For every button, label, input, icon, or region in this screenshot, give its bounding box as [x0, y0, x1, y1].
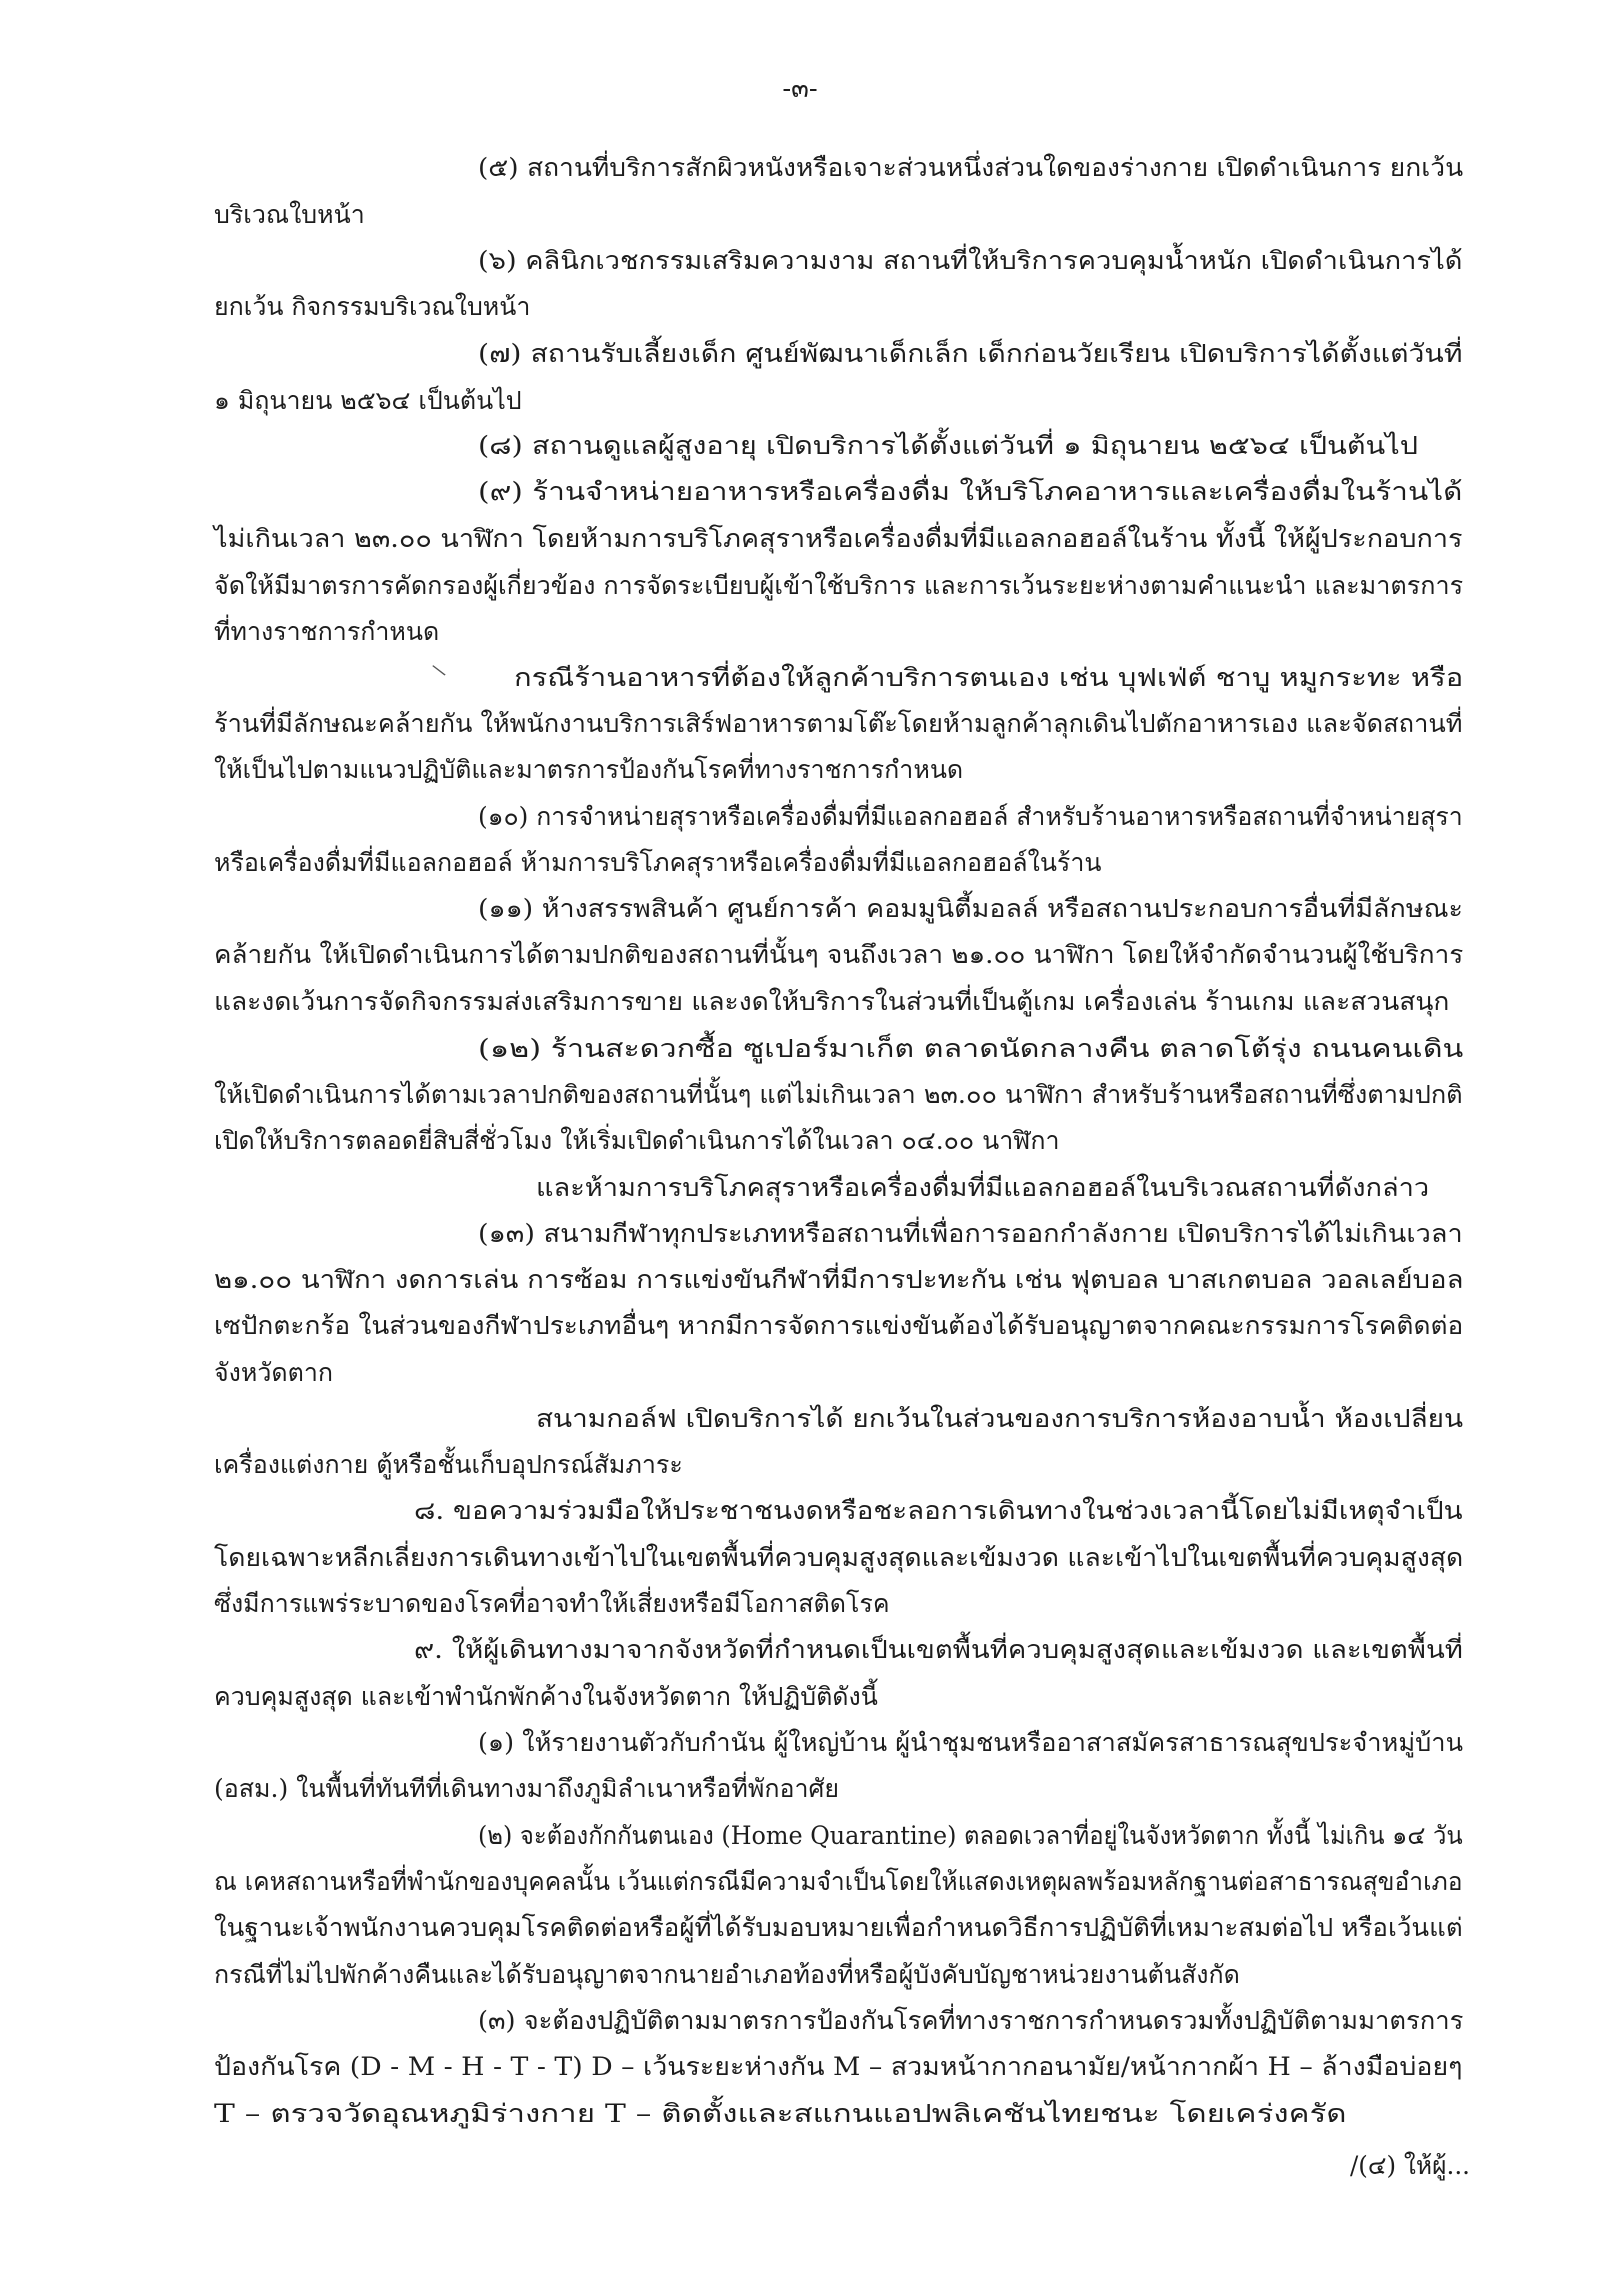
- page-number: -๓-: [782, 74, 818, 104]
- text-line: ยกเว้น กิจกรรมบริเวณใบหน้า: [214, 292, 531, 321]
- text-line: ๙. ให้ผู้เดินทางมาจากจังหวัดที่กำหนดเป็นเขตพื้นที่ควบคุมสูงสุดและเข้มงวด และเขตพื้นที่: [414, 1635, 1463, 1664]
- text-line: ในฐานะเจ้าพนักงานควบคุมโรคติดต่อหรือผู้ที่ได้รับมอบหมายเพื่อกำหนดวิธีการปฏิบัติที่เหมาะสมต่อไป หรือเว้นแต่: [214, 1913, 1463, 1942]
- stray-mark: \: [430, 660, 448, 681]
- text-line: สนามกอล์ฟ เปิดบริการได้ ยกเว้นในส่วนของการบริการห้องอาบน้ำ ห้องเปลี่ยน: [536, 1404, 1464, 1433]
- text-line: (๑๓) สนามกีฬาทุกประเภทหรือสถานที่เพื่อการออกกำลังกาย เปิดบริการได้ไม่เกินเวลา: [478, 1219, 1463, 1248]
- text-line: ณ เคหสถานหรือที่พำนักของบุคคลนั้น เว้นแต่กรณีมีความจำเป็นโดยให้แสดงเหตุผลพร้อมหลักฐานต่อสาธารณสุขอำเภอ: [214, 1867, 1463, 1896]
- text-line: และงดเว้นการจัดกิจกรรมส่งเสริมการขาย และงดให้บริการในส่วนที่เป็นตู้เกม เครื่องเล่น ร้านเกม และสวนสนุก: [214, 987, 1450, 1016]
- text-line: หรือเครื่องดื่มที่มีแอลกอฮอล์ ห้ามการบริโภคสุราหรือเครื่องดื่มที่มีแอลกอฮอล์ในร้าน: [214, 848, 1102, 877]
- text-line: (๙) ร้านจำหน่ายอาหารหรือเครื่องดื่ม ให้บริโภคอาหารและเครื่องดื่มในร้านได้: [478, 477, 1463, 506]
- text-line: เซปักตะกร้อ ในส่วนของกีฬาประเภทอื่นๆ หากมีการจัดการแข่งขันต้องได้รับอนุญาตจากคณะกรรมการโรคติดต่อ: [214, 1311, 1464, 1340]
- text-line: กรณีที่ไม่ไปพักค้างคืนและได้รับอนุญาตจากนายอำเภอท้องที่หรือผู้บังคับบัญชาหน่วยงานต้นสังกัด: [214, 1960, 1240, 1989]
- text-line: บริเวณใบหน้า: [214, 200, 365, 229]
- text-line: ควบคุมสูงสุด และเข้าพำนักพักค้างในจังหวัดตาก ให้ปฏิบัติดังนี้: [214, 1682, 878, 1711]
- text-line: (๑๐) การจำหน่ายสุราหรือเครื่องดื่มที่มีแอลกอฮอล์ สำหรับร้านอาหารหรือสถานที่จำหน่ายสุรา: [478, 802, 1463, 831]
- text-line: เปิดให้บริการตลอดยี่สิบสี่ชั่วโมง ให้เริ่มเปิดดำเนินการได้ในเวลา ๐๔.๐๐ นาฬิกา: [214, 1126, 1060, 1155]
- text-line: (๘) สถานดูแลผู้สูงอายุ เปิดบริการได้ตั้งแต่วันที่ ๑ มิถุนายน ๒๕๖๔ เป็นต้นไป: [478, 431, 1419, 460]
- text-line: ที่ทางราชการกำหนด: [214, 617, 440, 646]
- text-line: ให้เป็นไปตามแนวปฏิบัติและมาตรการป้องกันโรคที่ทางราชการกำหนด: [214, 755, 964, 784]
- text-line: (อสม.) ในพื้นที่ทันทีที่เดินทางมาถึงภูมิลำเนาหรือที่พักอาศัย: [214, 1774, 840, 1803]
- continuation-marker: /(๔) ให้ผู้...: [1350, 2151, 1470, 2180]
- text-line: ป้องกันโรค (D - M - H - T - T) D – เว้นระยะห่างกัน M – สวมหน้ากากอนามัย/หน้ากากผ้า H – ล้างมือบ่อยๆ: [214, 2052, 1463, 2081]
- text-line: คล้ายกัน ให้เปิดดำเนินการได้ตามปกติของสถานที่นั้นๆ จนถึงเวลา ๒๑.๐๐ นาฬิกา โดยให้จำกัดจำนวนผู้ใช้บริการ: [214, 940, 1464, 969]
- text-line: (๑) ให้รายงานตัวกับกำนัน ผู้ใหญ่บ้าน ผู้นำชุมชนหรืออาสาสมัครสาธารณสุขประจำหมู่บ้าน: [478, 1728, 1463, 1757]
- text-line: ซึ่งมีการแพร่ระบาดของโรคที่อาจทำให้เสี่ยงหรือมีโอกาสติดโรค: [214, 1589, 890, 1618]
- text-line: ร้านที่มีลักษณะคล้ายกัน ให้พนักงานบริการเสิร์ฟอาหารตามโต๊ะโดยห้ามลูกค้าลุกเดินไปตักอาหารเอง และจัดสถานที่: [214, 709, 1463, 738]
- text-line: ๑ มิถุนายน ๒๕๖๔ เป็นต้นไป: [214, 386, 522, 415]
- text-line: ไม่เกินเวลา ๒๓.๐๐ นาฬิกา โดยห้ามการบริโภคสุราหรือเครื่องดื่มที่มีแอลกอฮอล์ในร้าน ทั้งนี้ ให้ผู้ประกอบการ: [214, 524, 1463, 553]
- text-line: (๑๒) ร้านสะดวกซื้อ ซูเปอร์มาเก็ต ตลาดนัดกลางคืน ตลาดโต้รุ่ง ถนนคนเดิน: [478, 1034, 1464, 1063]
- text-line: (๓) จะต้องปฏิบัติตามมาตรการป้องกันโรคที่ทางราชการกำหนดรวมทั้งปฏิบัติตามมาตรการ: [478, 2006, 1464, 2035]
- text-line: (๕) สถานที่บริการสักผิวหนังหรือเจาะส่วนหนึ่งส่วนใดของร่างกาย เปิดดำเนินการ ยกเว้น: [478, 153, 1464, 182]
- text-line: (๒) จะต้องกักกันตนเอง (Home Quarantine) ตลอดเวลาที่อยู่ในจังหวัดตาก ทั้งนี้ ไม่เกิน ๑๔ วัน: [478, 1821, 1463, 1850]
- text-line: T – ตรวจวัดอุณหภูมิร่างกาย T – ติดตั้งและสแกนแอปพลิเคชันไทยชนะ โดยเคร่งครัด: [214, 2099, 1347, 2128]
- text-line: ๒๑.๐๐ นาฬิกา งดการเล่น การซ้อม การแข่งขันกีฬาที่มีการปะทะกัน เช่น ฟุตบอล บาสเกตบอล วอลเลย์บอล: [214, 1265, 1464, 1294]
- text-line: (๖) คลินิกเวชกรรมเสริมความงาม สถานที่ให้บริการควบคุมน้ำหนัก เปิดดำเนินการได้: [478, 246, 1463, 275]
- text-line: จัดให้มีมาตรการคัดกรองผู้เกี่ยวข้อง การจัดระเบียบผู้เข้าใช้บริการ และการเว้นระยะห่างตามคำแนะนำ และมาตรการ: [214, 571, 1464, 600]
- text-line: จังหวัดตาก: [214, 1358, 334, 1387]
- text-line: (๗) สถานรับเลี้ยงเด็ก ศูนย์พัฒนาเด็กเล็ก เด็กก่อนวัยเรียน เปิดบริการได้ตั้งแต่วันที่: [478, 339, 1463, 368]
- text-line: (๑๑) ห้างสรรพสินค้า ศูนย์การค้า คอมมูนิตี้มอลล์ หรือสถานประกอบการอื่นที่มีลักษณะ: [478, 894, 1464, 923]
- text-line: กรณีร้านอาหารที่ต้องให้ลูกค้าบริการตนเอง เช่น บุฟเฟ่ต์ ชาบู หมูกระทะ หรือ: [514, 663, 1464, 692]
- text-line: ๘. ขอความร่วมมือให้ประชาชนงดหรือชะลอการเดินทางในช่วงเวลานี้โดยไม่มีเหตุจำเป็น: [414, 1496, 1463, 1525]
- text-line: โดยเฉพาะหลีกเลี่ยงการเดินทางเข้าไปในเขตพื้นที่ควบคุมสูงสุดและเข้มงวด และเข้าไปในเขตพื้นที่ควบคุมสูงสุด: [214, 1543, 1464, 1572]
- text-line: ให้เปิดดำเนินการได้ตามเวลาปกติของสถานที่นั้นๆ แต่ไม่เกินเวลา ๒๓.๐๐ นาฬิกา สำหรับร้านหรือสถานที่ซึ่งตามปกติ: [214, 1080, 1463, 1109]
- text-line: และห้ามการบริโภคสุราหรือเครื่องดื่มที่มีแอลกอฮอล์ในบริเวณสถานที่ดังกล่าว: [536, 1173, 1430, 1202]
- text-line: เครื่องแต่งกาย ตู้หรือชั้นเก็บอุปกรณ์สัมภาระ: [214, 1450, 683, 1479]
